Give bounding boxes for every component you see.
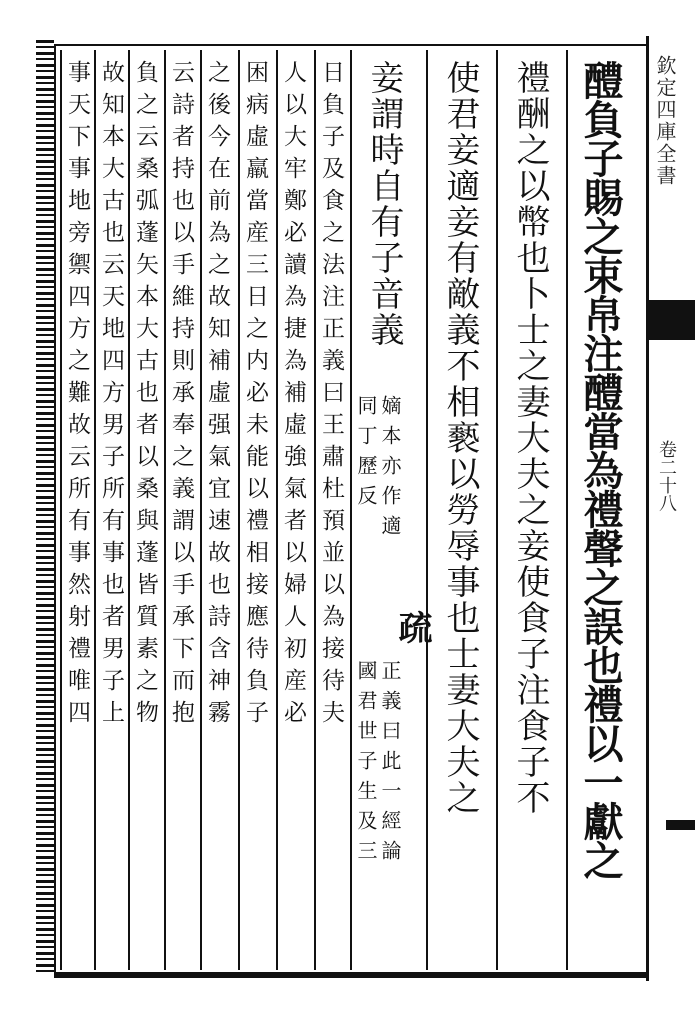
text-column-5: 日負子及食之法注正義曰王肅杜預並以為接待夫: [318, 60, 344, 732]
column-rule: [164, 50, 166, 970]
column-rule: [94, 50, 96, 970]
column-rule: [426, 50, 428, 970]
column-rule: [496, 50, 498, 970]
annotation-line: 正義曰此一經論: [378, 660, 402, 870]
annotation-line: 嫡本亦作適: [378, 395, 402, 545]
text-column-12: 事天下事地旁禦四方之難故云所有事然射禮唯四: [64, 60, 90, 732]
text-column-11: 故知本大古也云天地四方男子所有事也者男子上: [98, 60, 124, 732]
column-rule: [128, 50, 130, 970]
text-column-7: 困病虛羸當産三日之内必未能以禮相接應待負子: [242, 60, 268, 732]
margin-volume: 卷二十八: [656, 440, 677, 512]
column-rule: [60, 50, 62, 970]
column-rule: [566, 50, 568, 970]
text-column-8: 之後今在前為之故知補虛强氣宜速故也詩含神霧: [204, 60, 230, 732]
column-rule: [314, 50, 316, 970]
annotation-line: 國君世子生及三: [354, 660, 378, 870]
text-column-6: 人以大牢鄭必讀為捷為補虛強氣者以婦人初産必: [280, 60, 306, 732]
column-rule: [276, 50, 278, 970]
text-column-3: 使君妾適妾有敵義不相褻以勞辱事也士妻大夫之: [440, 60, 480, 816]
margin-mark: [666, 820, 695, 830]
column-rule: [350, 50, 352, 970]
fishtail-mark: [646, 300, 695, 340]
text-column-9: 云詩者持也以手維持則承奉之義謂以手承下而抱: [168, 60, 194, 732]
annotation-yin-yi: [355, 395, 401, 545]
column-rule: [238, 50, 240, 970]
text-column-2: 禮酬之以幣也卜士之妻大夫之妾使食子注食子不: [510, 60, 550, 816]
text-column-10: 負之云桑弧蓬矢本大古也者以桑與蓬皆質素之物: [132, 60, 158, 732]
page-frame-bottom: [54, 972, 660, 976]
shu-label: 疏: [392, 610, 432, 646]
annotation-line: 同丁歷反: [354, 395, 378, 515]
text-column-1: 醴負子賜之束帛注醴當為禮聲之誤也禮以一獻之: [577, 60, 624, 879]
margin-title: 欽定四庫全書: [653, 55, 677, 187]
annotation-shu: [355, 660, 401, 870]
text-column-4: 妾謂時自有子音義: [364, 60, 404, 348]
page-edge-left: [36, 40, 54, 975]
column-rule: [200, 50, 202, 970]
